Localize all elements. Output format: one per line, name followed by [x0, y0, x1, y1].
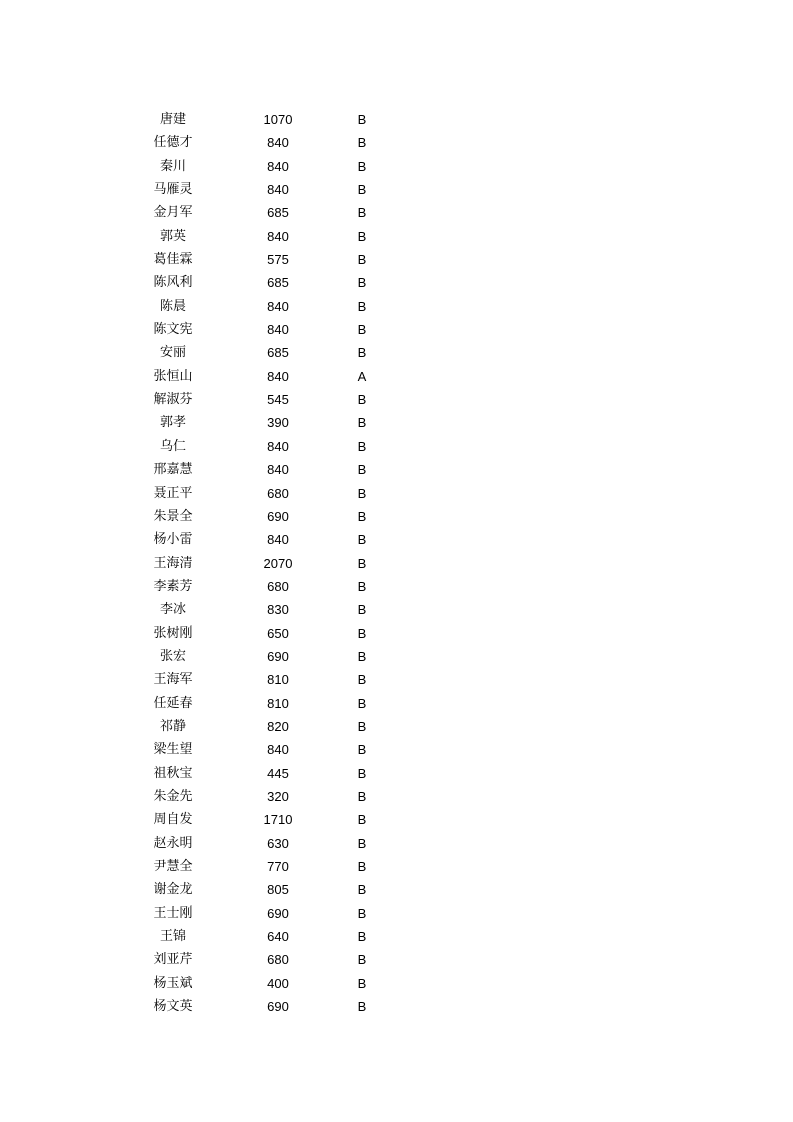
amount-cell: 840	[267, 135, 289, 151]
table-row	[0, 552, 793, 575]
table-row	[0, 505, 793, 528]
grade-cell: B	[357, 508, 367, 524]
amount-cell: 840	[267, 158, 289, 174]
name-cell: 祁静	[159, 718, 186, 734]
amount-cell: 810	[267, 672, 289, 688]
grade-cell: B	[357, 742, 367, 758]
table-row	[0, 201, 793, 224]
table-row	[0, 972, 793, 995]
name-cell: 安丽	[159, 345, 186, 361]
grade-cell: B	[357, 112, 367, 127]
amount-cell: 685	[267, 275, 289, 291]
grade-cell: B	[357, 648, 367, 664]
amount-cell: 1710	[263, 812, 293, 828]
name-cell: 祖秋宝	[153, 765, 193, 781]
amount-cell: 320	[267, 788, 289, 804]
table-row	[0, 832, 793, 855]
table-row	[0, 411, 793, 434]
grade-cell: B	[357, 578, 367, 594]
grade-cell: B	[357, 532, 367, 548]
grade-cell: B	[357, 298, 367, 314]
name-cell: 张树刚	[153, 625, 193, 641]
amount-cell: 820	[267, 718, 289, 734]
name-cell: 尹慧全	[153, 859, 193, 874]
table-row	[0, 878, 793, 901]
table-row	[0, 108, 793, 131]
table-row	[0, 482, 793, 505]
amount-cell: 400	[267, 975, 289, 991]
data-table	[0, 108, 793, 1018]
grade-cell: B	[357, 415, 367, 431]
amount-cell: 640	[267, 929, 289, 945]
amount-cell: 840	[267, 182, 289, 198]
name-cell: 乌仁	[159, 438, 186, 454]
table-row	[0, 995, 793, 1018]
name-cell: 王海清	[153, 555, 193, 571]
table-row	[0, 902, 793, 925]
name-cell: 金月军	[153, 205, 193, 221]
name-cell: 唐建	[159, 112, 186, 127]
amount-cell: 690	[267, 905, 289, 921]
table-row	[0, 668, 793, 691]
name-cell: 朱金先	[153, 788, 193, 804]
table-row	[0, 131, 793, 154]
table-row	[0, 365, 793, 388]
table-row	[0, 598, 793, 621]
amount-cell: 840	[267, 532, 289, 548]
table-row	[0, 271, 793, 294]
grade-cell: B	[357, 135, 367, 151]
grade-cell: B	[357, 275, 367, 291]
amount-cell: 805	[267, 882, 289, 898]
amount-cell: 445	[267, 765, 289, 781]
name-cell: 杨小雷	[153, 532, 193, 548]
amount-cell: 680	[267, 485, 289, 501]
amount-cell: 840	[267, 298, 289, 314]
grade-cell: B	[357, 345, 367, 361]
amount-cell: 830	[267, 602, 289, 618]
name-cell: 朱景全	[153, 508, 193, 524]
name-cell: 张恒山	[153, 368, 193, 384]
name-cell: 杨玉斌	[153, 975, 193, 991]
amount-cell: 840	[267, 322, 289, 338]
amount-cell: 650	[267, 625, 289, 641]
table-row	[0, 855, 793, 878]
table-row	[0, 925, 793, 948]
amount-cell: 545	[267, 392, 289, 408]
name-cell: 葛佳霖	[153, 252, 193, 268]
amount-cell: 690	[267, 508, 289, 524]
name-cell: 郭孝	[159, 415, 186, 431]
grade-cell: B	[357, 718, 367, 734]
grade-cell: B	[357, 252, 367, 268]
amount-cell: 770	[267, 859, 289, 874]
table-row	[0, 388, 793, 411]
amount-cell: 840	[267, 462, 289, 478]
name-cell: 刘亚芹	[153, 952, 193, 968]
name-cell: 任德才	[153, 135, 193, 151]
amount-cell: 685	[267, 205, 289, 221]
amount-cell: 1070	[263, 112, 293, 127]
grade-cell: B	[357, 905, 367, 921]
table-row	[0, 225, 793, 248]
grade-cell: B	[357, 788, 367, 804]
amount-cell: 2070	[263, 555, 293, 571]
amount-cell: 680	[267, 578, 289, 594]
amount-cell: 685	[267, 345, 289, 361]
name-cell: 王海军	[153, 672, 193, 688]
amount-cell: 810	[267, 695, 289, 711]
grade-cell: B	[357, 462, 367, 478]
name-cell: 王士刚	[153, 905, 193, 921]
amount-cell: 630	[267, 835, 289, 851]
table-row	[0, 178, 793, 201]
amount-cell: 575	[267, 252, 289, 268]
table-row	[0, 808, 793, 831]
table-row	[0, 738, 793, 761]
grade-cell: A	[357, 368, 367, 384]
amount-cell: 390	[267, 415, 289, 431]
name-cell: 周自发	[153, 812, 193, 828]
grade-cell: B	[357, 625, 367, 641]
name-cell: 赵永明	[153, 835, 193, 851]
grade-cell: B	[357, 765, 367, 781]
amount-cell: 680	[267, 952, 289, 968]
name-cell: 张宏	[159, 648, 186, 664]
name-cell: 解淑芬	[153, 392, 193, 408]
table-row	[0, 948, 793, 971]
grade-cell: B	[357, 952, 367, 968]
grade-cell: B	[357, 158, 367, 174]
table-row	[0, 248, 793, 271]
table-row	[0, 341, 793, 364]
table-row	[0, 295, 793, 318]
table-row	[0, 318, 793, 341]
amount-cell: 840	[267, 742, 289, 758]
grade-cell: B	[357, 695, 367, 711]
name-cell: 任延春	[153, 695, 193, 711]
table-row	[0, 622, 793, 645]
table-row	[0, 785, 793, 808]
table-row	[0, 715, 793, 738]
table-row	[0, 155, 793, 178]
table-row	[0, 575, 793, 598]
amount-cell: 840	[267, 228, 289, 244]
grade-cell: B	[357, 975, 367, 991]
grade-cell: B	[357, 602, 367, 618]
grade-cell: B	[357, 438, 367, 454]
name-cell: 聂正平	[153, 485, 193, 501]
grade-cell: B	[357, 999, 367, 1015]
name-cell: 梁生望	[153, 742, 193, 758]
name-cell: 杨文英	[153, 999, 193, 1015]
table-row	[0, 692, 793, 715]
grade-cell: B	[357, 205, 367, 221]
grade-cell: B	[357, 672, 367, 688]
amount-cell: 840	[267, 438, 289, 454]
name-cell: 王锦	[159, 929, 186, 945]
grade-cell: B	[357, 929, 367, 945]
grade-cell: B	[357, 555, 367, 571]
name-cell: 李素芳	[153, 578, 193, 594]
amount-cell: 690	[267, 999, 289, 1015]
amount-cell: 840	[267, 368, 289, 384]
name-cell: 马雁灵	[153, 182, 193, 198]
grade-cell: B	[357, 859, 367, 874]
grade-cell: B	[357, 392, 367, 408]
grade-cell: B	[357, 882, 367, 898]
grade-cell: B	[357, 322, 367, 338]
name-cell: 陈文宪	[153, 322, 193, 338]
table-row	[0, 645, 793, 668]
name-cell: 陈晨	[159, 298, 186, 314]
table-row	[0, 435, 793, 458]
name-cell: 谢金龙	[153, 882, 193, 898]
name-cell: 陈风利	[153, 275, 193, 291]
name-cell: 郭英	[159, 228, 186, 244]
name-cell: 秦川	[159, 158, 186, 174]
grade-cell: B	[357, 228, 367, 244]
grade-cell: B	[357, 182, 367, 198]
table-row	[0, 762, 793, 785]
amount-cell: 690	[267, 648, 289, 664]
grade-cell: B	[357, 485, 367, 501]
name-cell: 李冰	[159, 602, 186, 618]
name-cell: 邢嘉慧	[153, 462, 193, 478]
table-row	[0, 458, 793, 481]
grade-cell: B	[357, 835, 367, 851]
table-row	[0, 528, 793, 551]
grade-cell: B	[357, 812, 367, 828]
